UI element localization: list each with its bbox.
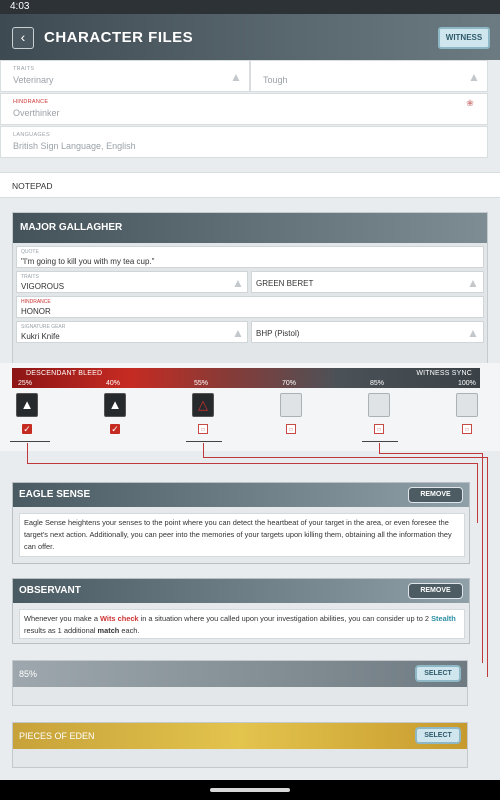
npc-name: MAJOR GALLAGHER <box>13 213 487 243</box>
sync-check-5[interactable]: □ <box>374 424 384 434</box>
pct-40: 40% <box>106 380 121 387</box>
sync-check-6[interactable]: □ <box>462 424 472 434</box>
witness-sync-label: WITNESS SYNC <box>416 370 472 377</box>
assassin-crest-icon: ▲ <box>467 276 479 290</box>
home-indicator[interactable] <box>210 788 290 792</box>
character-files-content <box>0 60 500 780</box>
npc-trait-1: VIGOROUS <box>21 282 65 291</box>
assassin-crest-icon: ▲ <box>467 326 479 340</box>
hindrance-label: HINDRANCE <box>13 99 49 105</box>
npc-quote-field[interactable] <box>16 246 484 268</box>
ability-title: OBSERVANT <box>13 579 469 603</box>
page-title: CHARACTER FILES <box>44 29 194 46</box>
assassin-hood-icon: ▲ <box>20 397 34 412</box>
languages-field[interactable] <box>0 126 488 158</box>
pct-100: 100% <box>458 380 476 387</box>
slot-85-label: 85% <box>13 661 467 687</box>
bleed-sync-bar <box>12 368 480 388</box>
npc-gear-1: Kukri Knife <box>21 332 60 341</box>
ability-description: Eagle Sense heightens your senses to the point where you can detect the heartbeat of your target in the area, or even foresee the target's next action. Additionally, you can peer into the memories of your targets upon killing them, obtaining all the information they can offer. <box>19 513 465 557</box>
sync-slot-5[interactable] <box>368 393 390 417</box>
descendant-bleed-label: DESCENDANT BLEED <box>26 370 103 377</box>
select-button[interactable]: SELECT <box>415 665 461 682</box>
sync-slot-2[interactable] <box>104 393 126 417</box>
npc-gear-field-2[interactable] <box>251 321 484 343</box>
npc-hindrance: HONOR <box>21 307 51 316</box>
sync-check-4[interactable]: □ <box>286 424 296 434</box>
npc-gear-2: BHP (Pistol) <box>256 329 300 338</box>
connector-line <box>482 453 483 663</box>
npc-hindrance-label: HINDRANCE <box>21 299 51 305</box>
slot-underline <box>362 441 398 442</box>
connector-line <box>379 453 482 454</box>
trait-value-2: Tough <box>263 75 288 85</box>
connector-line <box>203 457 487 458</box>
npc-trait-field-1[interactable] <box>16 271 248 293</box>
npc-hindrance-field[interactable] <box>16 296 484 318</box>
slot-85 <box>12 660 468 706</box>
pieces-of-eden-label: PIECES OF EDEN <box>13 723 467 749</box>
remove-button[interactable]: REMOVE <box>408 487 463 503</box>
witness-button[interactable]: WITNESS <box>438 27 490 49</box>
ability-description: Whenever you make a Wits check in a situation where you called upon your investigation abilities, you can consider up to 2 Stealth results as 1 additional match each. <box>19 609 465 639</box>
assassin-crest-icon: ▲ <box>230 70 242 84</box>
connector-line <box>477 463 478 523</box>
sync-slot-3[interactable] <box>192 393 214 417</box>
back-button[interactable] <box>12 27 34 49</box>
assassin-crest-icon: ▲ <box>232 276 244 290</box>
languages-label: LANGUAGES <box>13 132 50 138</box>
status-time: 4:03 <box>10 1 30 12</box>
traits-label: TRAITS <box>13 66 35 72</box>
npc-trait-field-2[interactable] <box>251 271 484 293</box>
npc-trait-2: GREEN BERET <box>256 279 314 288</box>
pct-85: 85% <box>370 380 385 387</box>
pct-70: 70% <box>282 380 297 387</box>
assassin-crest-icon: ▲ <box>232 326 244 340</box>
connector-line <box>27 463 477 464</box>
hindrance-value: Overthinker <box>13 108 60 118</box>
sync-slot-6[interactable] <box>456 393 478 417</box>
notepad-field[interactable]: NOTEPAD <box>0 172 500 198</box>
remove-button[interactable]: REMOVE <box>408 583 463 599</box>
npc-quote: "I'm going to kill you with my tea cup." <box>21 257 155 266</box>
app-bar <box>0 14 500 60</box>
npc-quote-label: QUOTE <box>21 249 39 255</box>
sync-slot-1[interactable] <box>16 393 38 417</box>
status-bar <box>0 0 500 14</box>
select-button[interactable]: SELECT <box>415 727 461 744</box>
pieces-of-eden <box>12 722 468 768</box>
trait-field-2[interactable] <box>250 60 488 92</box>
languages-value: British Sign Language, English <box>13 141 136 151</box>
connector-line <box>27 443 28 463</box>
sync-check-3[interactable]: □ <box>198 424 208 434</box>
sync-check-1[interactable]: ✓ <box>23 424 31 434</box>
abstergo-pattern-icon: ❀ <box>466 98 474 108</box>
trait-value-1: Veterinary <box>13 75 54 85</box>
chevron-left-icon: ‹ <box>20 29 26 45</box>
ability-observant <box>12 578 470 644</box>
slot-underline <box>186 441 222 442</box>
pct-55: 55% <box>194 380 209 387</box>
trait-field-1[interactable] <box>0 60 250 92</box>
connector-line <box>487 457 488 677</box>
assassin-hood-icon: ▲ <box>108 397 122 412</box>
connector-line <box>203 443 204 457</box>
npc-gear-field-1[interactable] <box>16 321 248 343</box>
sync-check-2[interactable]: ✓ <box>111 424 119 434</box>
sync-slot-4[interactable] <box>280 393 302 417</box>
slot-underline <box>10 441 50 442</box>
abstergo-icon: △ <box>198 397 208 412</box>
npc-gear-label: SIGNATURE GEAR <box>21 324 66 330</box>
assassin-crest-icon: ▲ <box>468 70 480 84</box>
npc-traits-label: TRAITS <box>21 274 39 280</box>
descendant-bleed-panel <box>0 363 500 451</box>
hindrance-field[interactable] <box>0 93 488 125</box>
system-nav-bar <box>0 780 500 800</box>
ability-eagle-sense <box>12 482 470 564</box>
ability-title: EAGLE SENSE <box>13 483 469 507</box>
connector-line <box>379 443 380 453</box>
pct-25: 25% <box>18 380 33 387</box>
